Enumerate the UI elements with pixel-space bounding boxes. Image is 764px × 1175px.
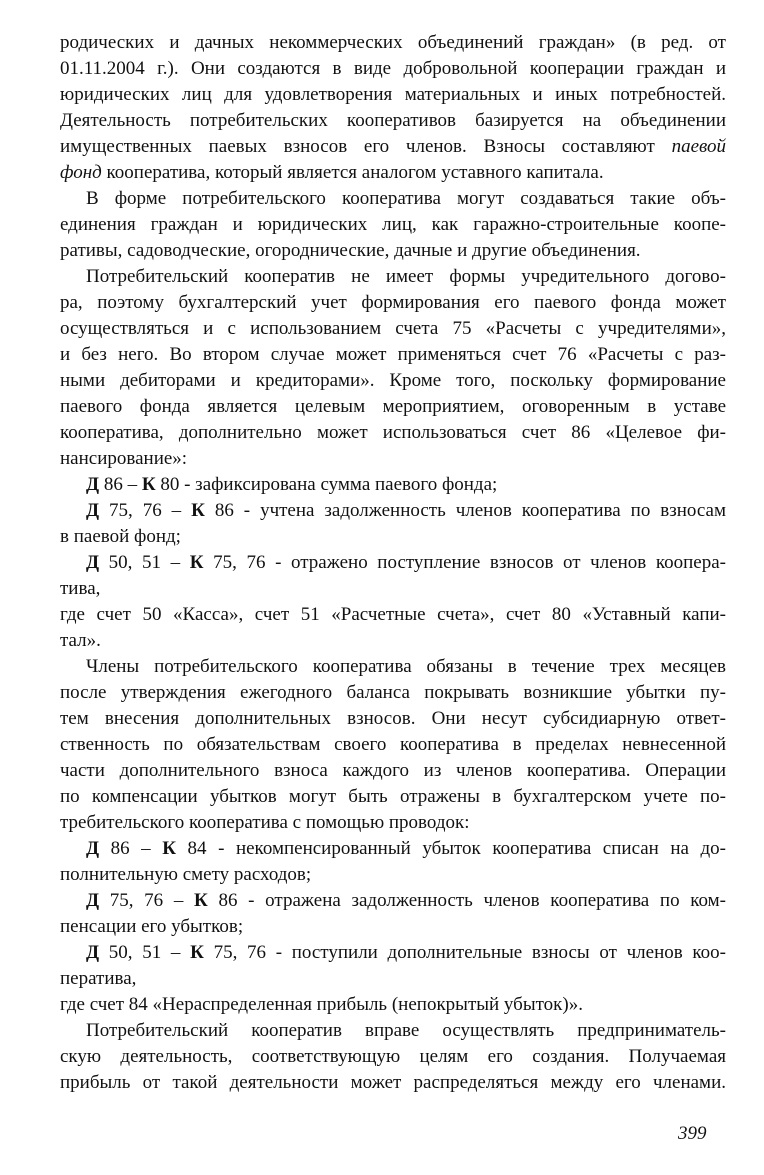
credit-marker: К — [190, 942, 204, 963]
credit-marker: К — [141, 474, 156, 495]
credit-marker: К — [194, 890, 208, 911]
credit-marker: К — [189, 552, 204, 573]
text-line: кооператива, дополнительно может использоваться счет 86 «Целевое фи- — [60, 422, 726, 443]
page-number: 399 — [678, 1123, 707, 1144]
text-line: Д 86 – К 84 - некомпенсированный убыток кооператива списан на до- — [86, 838, 726, 859]
debit-marker: Д — [86, 890, 100, 911]
text-line: и без него. Во втором случае может применяться счет 76 «Расчеты с раз- — [60, 344, 726, 365]
text-line: 01.11.2004 г.). Они создаются в виде добровольной кооперации граждан и — [60, 58, 726, 79]
text-line: ператива, — [60, 968, 137, 989]
text-line: Д 86 – К 80 - зафиксирована сумма паевого фонда; — [86, 474, 498, 495]
text-line: Д 75, 76 – К 86 - учтена задолженность членов кооператива по взносам — [86, 500, 726, 521]
emphasis: фонд — [60, 162, 102, 183]
text-line: Д 75, 76 – К 86 - отражена задолженность членов кооператива по ком- — [86, 890, 726, 911]
debit-marker: Д — [86, 474, 100, 495]
text-line: по компенсации убытков могут быть отражены в бухгалтерском учете по- — [60, 786, 726, 807]
text-line: требительского кооператива с помощью проводок: — [60, 812, 470, 833]
debit-marker: Д — [86, 552, 100, 573]
text-line: после утверждения ежегодного баланса покрывать возникшие убытки пу- — [60, 682, 726, 703]
text-line: Потребительский кооператив не имеет формы учредительного догово- — [86, 266, 726, 287]
emphasis: паевой — [671, 136, 726, 157]
text-line: ственность по обязательствам своего кооператива в пределах невнесенной — [60, 734, 726, 755]
text-line: юридических лиц для удовлетворения материальных и иных потребностей. — [60, 84, 726, 105]
text-line: ративы, садоводческие, огороднические, дачные и другие объединения. — [60, 240, 641, 261]
debit-marker: Д — [86, 838, 100, 859]
text-line: нансирование»: — [60, 448, 188, 469]
text-line: части дополнительного взноса каждого из членов кооператива. Операции — [60, 760, 726, 781]
text-line: паевого фонда является целевым мероприятием, оговоренным в уставе — [60, 396, 726, 417]
text-line: скую деятельность, соответствующую целям его создания. Получаемая — [60, 1046, 726, 1067]
text-line: Деятельность потребительских кооперативов базируется на объединении — [60, 110, 726, 131]
text-line: В форме потребительского кооператива могут создаваться такие объ- — [86, 188, 726, 209]
text-line: тем внесения дополнительных взносов. Они несут субсидиарную ответ- — [60, 708, 726, 729]
text-line: где счет 84 «Нераспределенная прибыль (непокрытый убыток)». — [60, 994, 583, 1015]
text-line: в паевой фонд; — [60, 526, 181, 547]
body-text — [60, 30, 726, 1096]
text-line: осуществляться и с использованием счета 75 «Расчеты с учредителями», — [60, 318, 726, 339]
text-line: полнительную смету расходов; — [60, 864, 312, 885]
text-line: родических и дачных некоммерческих объединений граждан» (в ред. от — [60, 32, 726, 53]
text-line: ра, поэтому бухгалтерский учет формирования его паевого фонда может — [60, 292, 726, 313]
credit-marker: К — [162, 838, 176, 859]
text-line: прибыль от такой деятельности может распределяться между его членами. — [60, 1072, 726, 1093]
text-line: Члены потребительского кооператива обязаны в течение трех месяцев — [86, 656, 726, 677]
text-line: имущественных паевых взносов его членов. Взносы составляют паевой — [60, 136, 726, 157]
text-line: Потребительский кооператив вправе осуществлять предприниматель- — [86, 1020, 726, 1041]
debit-marker: Д — [86, 942, 100, 963]
text-line: где счет 50 «Касса», счет 51 «Расчетные счета», счет 80 «Уставный капи- — [60, 604, 726, 625]
text-line: Д 50, 51 – К 75, 76 - поступили дополнительные взносы от членов коо- — [86, 942, 726, 963]
credit-marker: К — [191, 500, 205, 521]
text-line: тал». — [60, 630, 101, 651]
text-line: единения граждан и юридических лиц, как гаражно-строительные коопе- — [60, 214, 726, 235]
text-line: фонд кооператива, который является аналогом уставного капитала. — [60, 162, 604, 183]
text-line: ными дебиторами и кредиторами». Кроме того, поскольку формирование — [60, 370, 726, 391]
debit-marker: Д — [86, 500, 100, 521]
text-line: пенсации его убытков; — [60, 916, 244, 937]
text-line: тива, — [60, 578, 101, 599]
text-line: Д 50, 51 – К 75, 76 - отражено поступление взносов от членов коопера- — [86, 552, 726, 573]
